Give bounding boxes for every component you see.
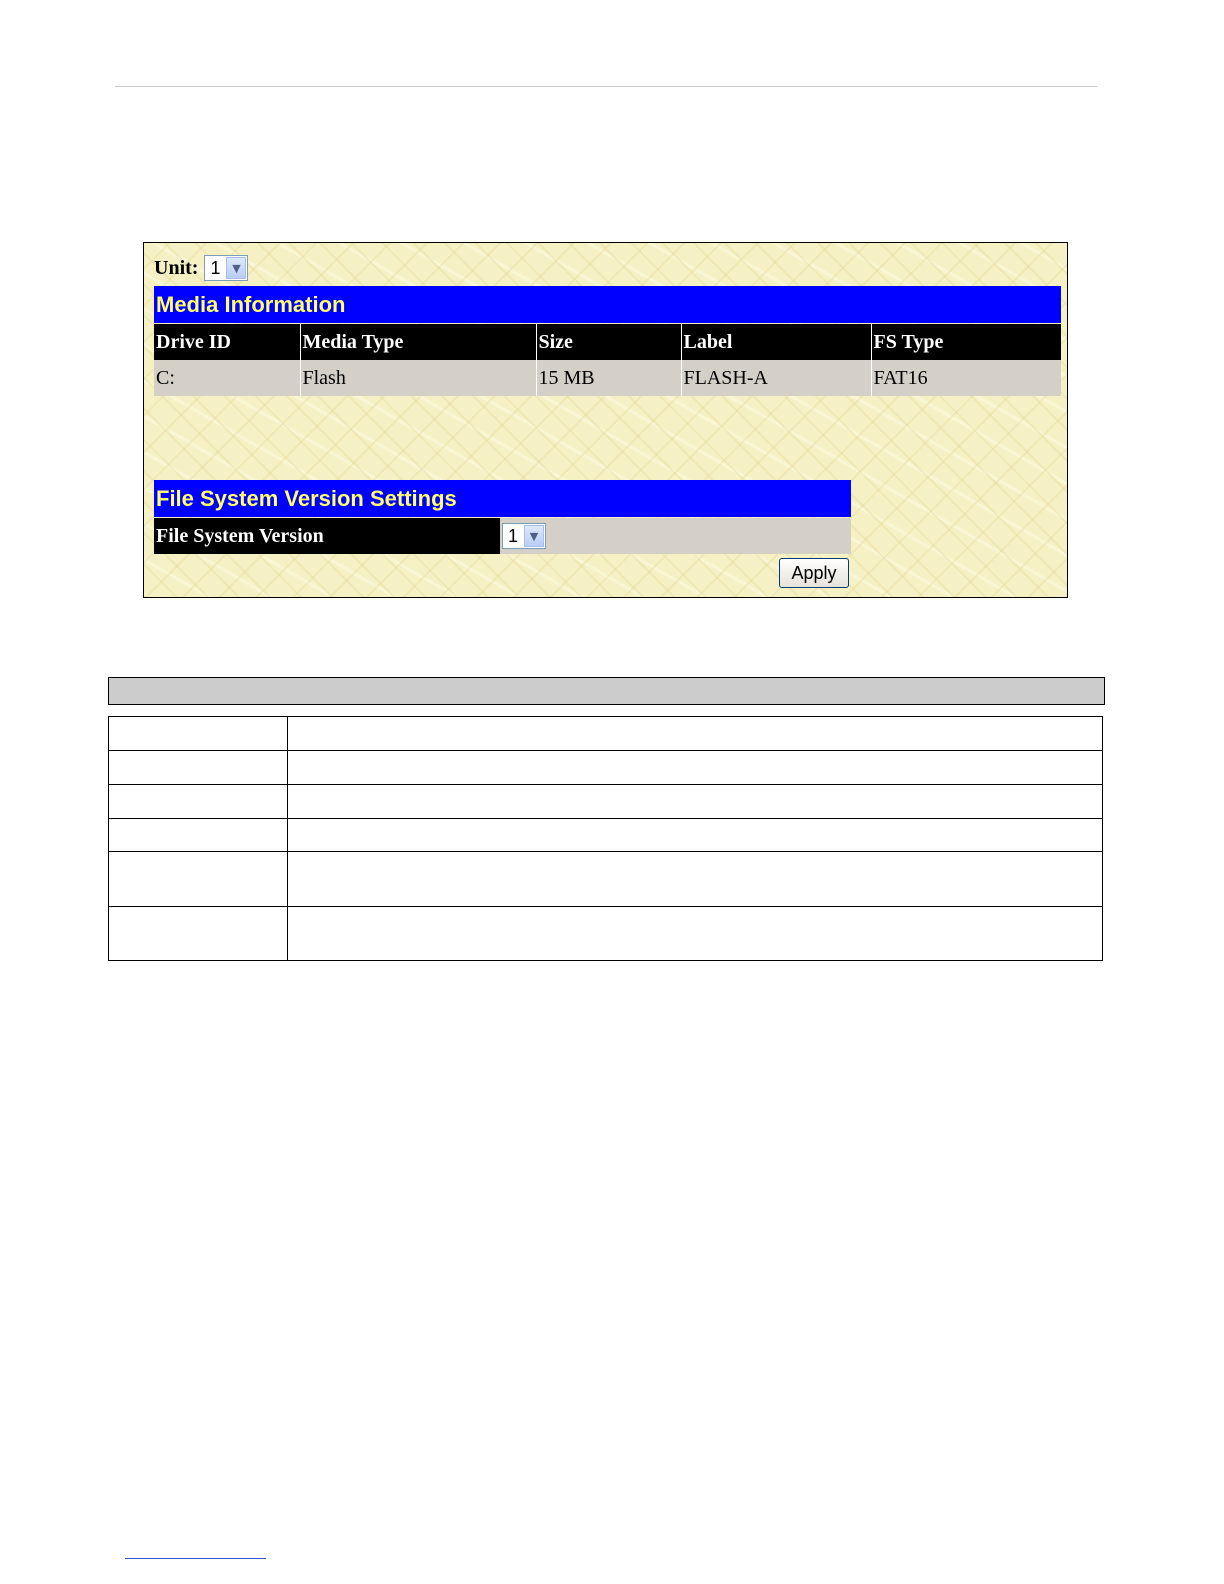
screenshot-panel (143, 242, 1068, 598)
apply-button[interactable]: Apply (779, 558, 849, 588)
table-row (109, 819, 1103, 852)
page-header-rule (115, 86, 1097, 87)
parameter-cell (109, 785, 288, 819)
chevron-down-icon[interactable]: ▼ (524, 525, 544, 547)
column-header-label: Label (681, 324, 871, 360)
table-row (109, 785, 1103, 819)
parameter-cell (109, 751, 288, 785)
unit-select-value: 1 (210, 257, 221, 278)
media-table (154, 324, 1061, 396)
table-row (109, 852, 1103, 907)
description-table-header (108, 677, 1105, 705)
file-system-version-row (154, 518, 851, 554)
parameter-cell (109, 819, 288, 852)
media-information-title: Media Information (156, 291, 346, 317)
footer-link-underline (125, 1558, 266, 1559)
cell-drive-id: C: (154, 360, 300, 396)
unit-label: Unit: (154, 256, 199, 279)
unit-select[interactable] (204, 255, 248, 281)
cell-media-type: Flash (300, 360, 536, 396)
media-table-header-row (154, 324, 1061, 360)
description-cell (288, 907, 1103, 961)
file-system-version-select[interactable] (502, 523, 546, 549)
column-header-media-type: Media Type (300, 324, 536, 360)
parameter-cell (109, 717, 288, 751)
column-header-fs-type: FS Type (871, 324, 1061, 360)
media-information-header (154, 286, 1061, 323)
description-cell (288, 751, 1103, 785)
table-row (109, 907, 1103, 961)
file-system-version-settings-title: File System Version Settings (156, 485, 457, 511)
cell-label: FLASH-A (681, 360, 871, 396)
file-system-version-settings-header (154, 480, 851, 517)
description-cell (288, 717, 1103, 751)
file-system-version-select-value: 1 (508, 525, 519, 546)
file-system-version-label: File System Version (154, 518, 500, 554)
description-cell (288, 785, 1103, 819)
parameter-cell (109, 907, 288, 961)
parameter-cell (109, 852, 288, 907)
description-table (108, 716, 1103, 961)
file-system-version-cell (500, 518, 851, 554)
table-row (109, 717, 1103, 751)
column-header-drive-id: Drive ID (154, 324, 300, 360)
unit-row (154, 255, 248, 281)
table-row (154, 360, 1061, 396)
cell-size: 15 MB (536, 360, 681, 396)
table-row (109, 751, 1103, 785)
chevron-down-icon[interactable]: ▼ (226, 257, 246, 279)
description-cell (288, 852, 1103, 907)
column-header-size: Size (536, 324, 681, 360)
description-cell (288, 819, 1103, 852)
cell-fs-type: FAT16 (871, 360, 1061, 396)
